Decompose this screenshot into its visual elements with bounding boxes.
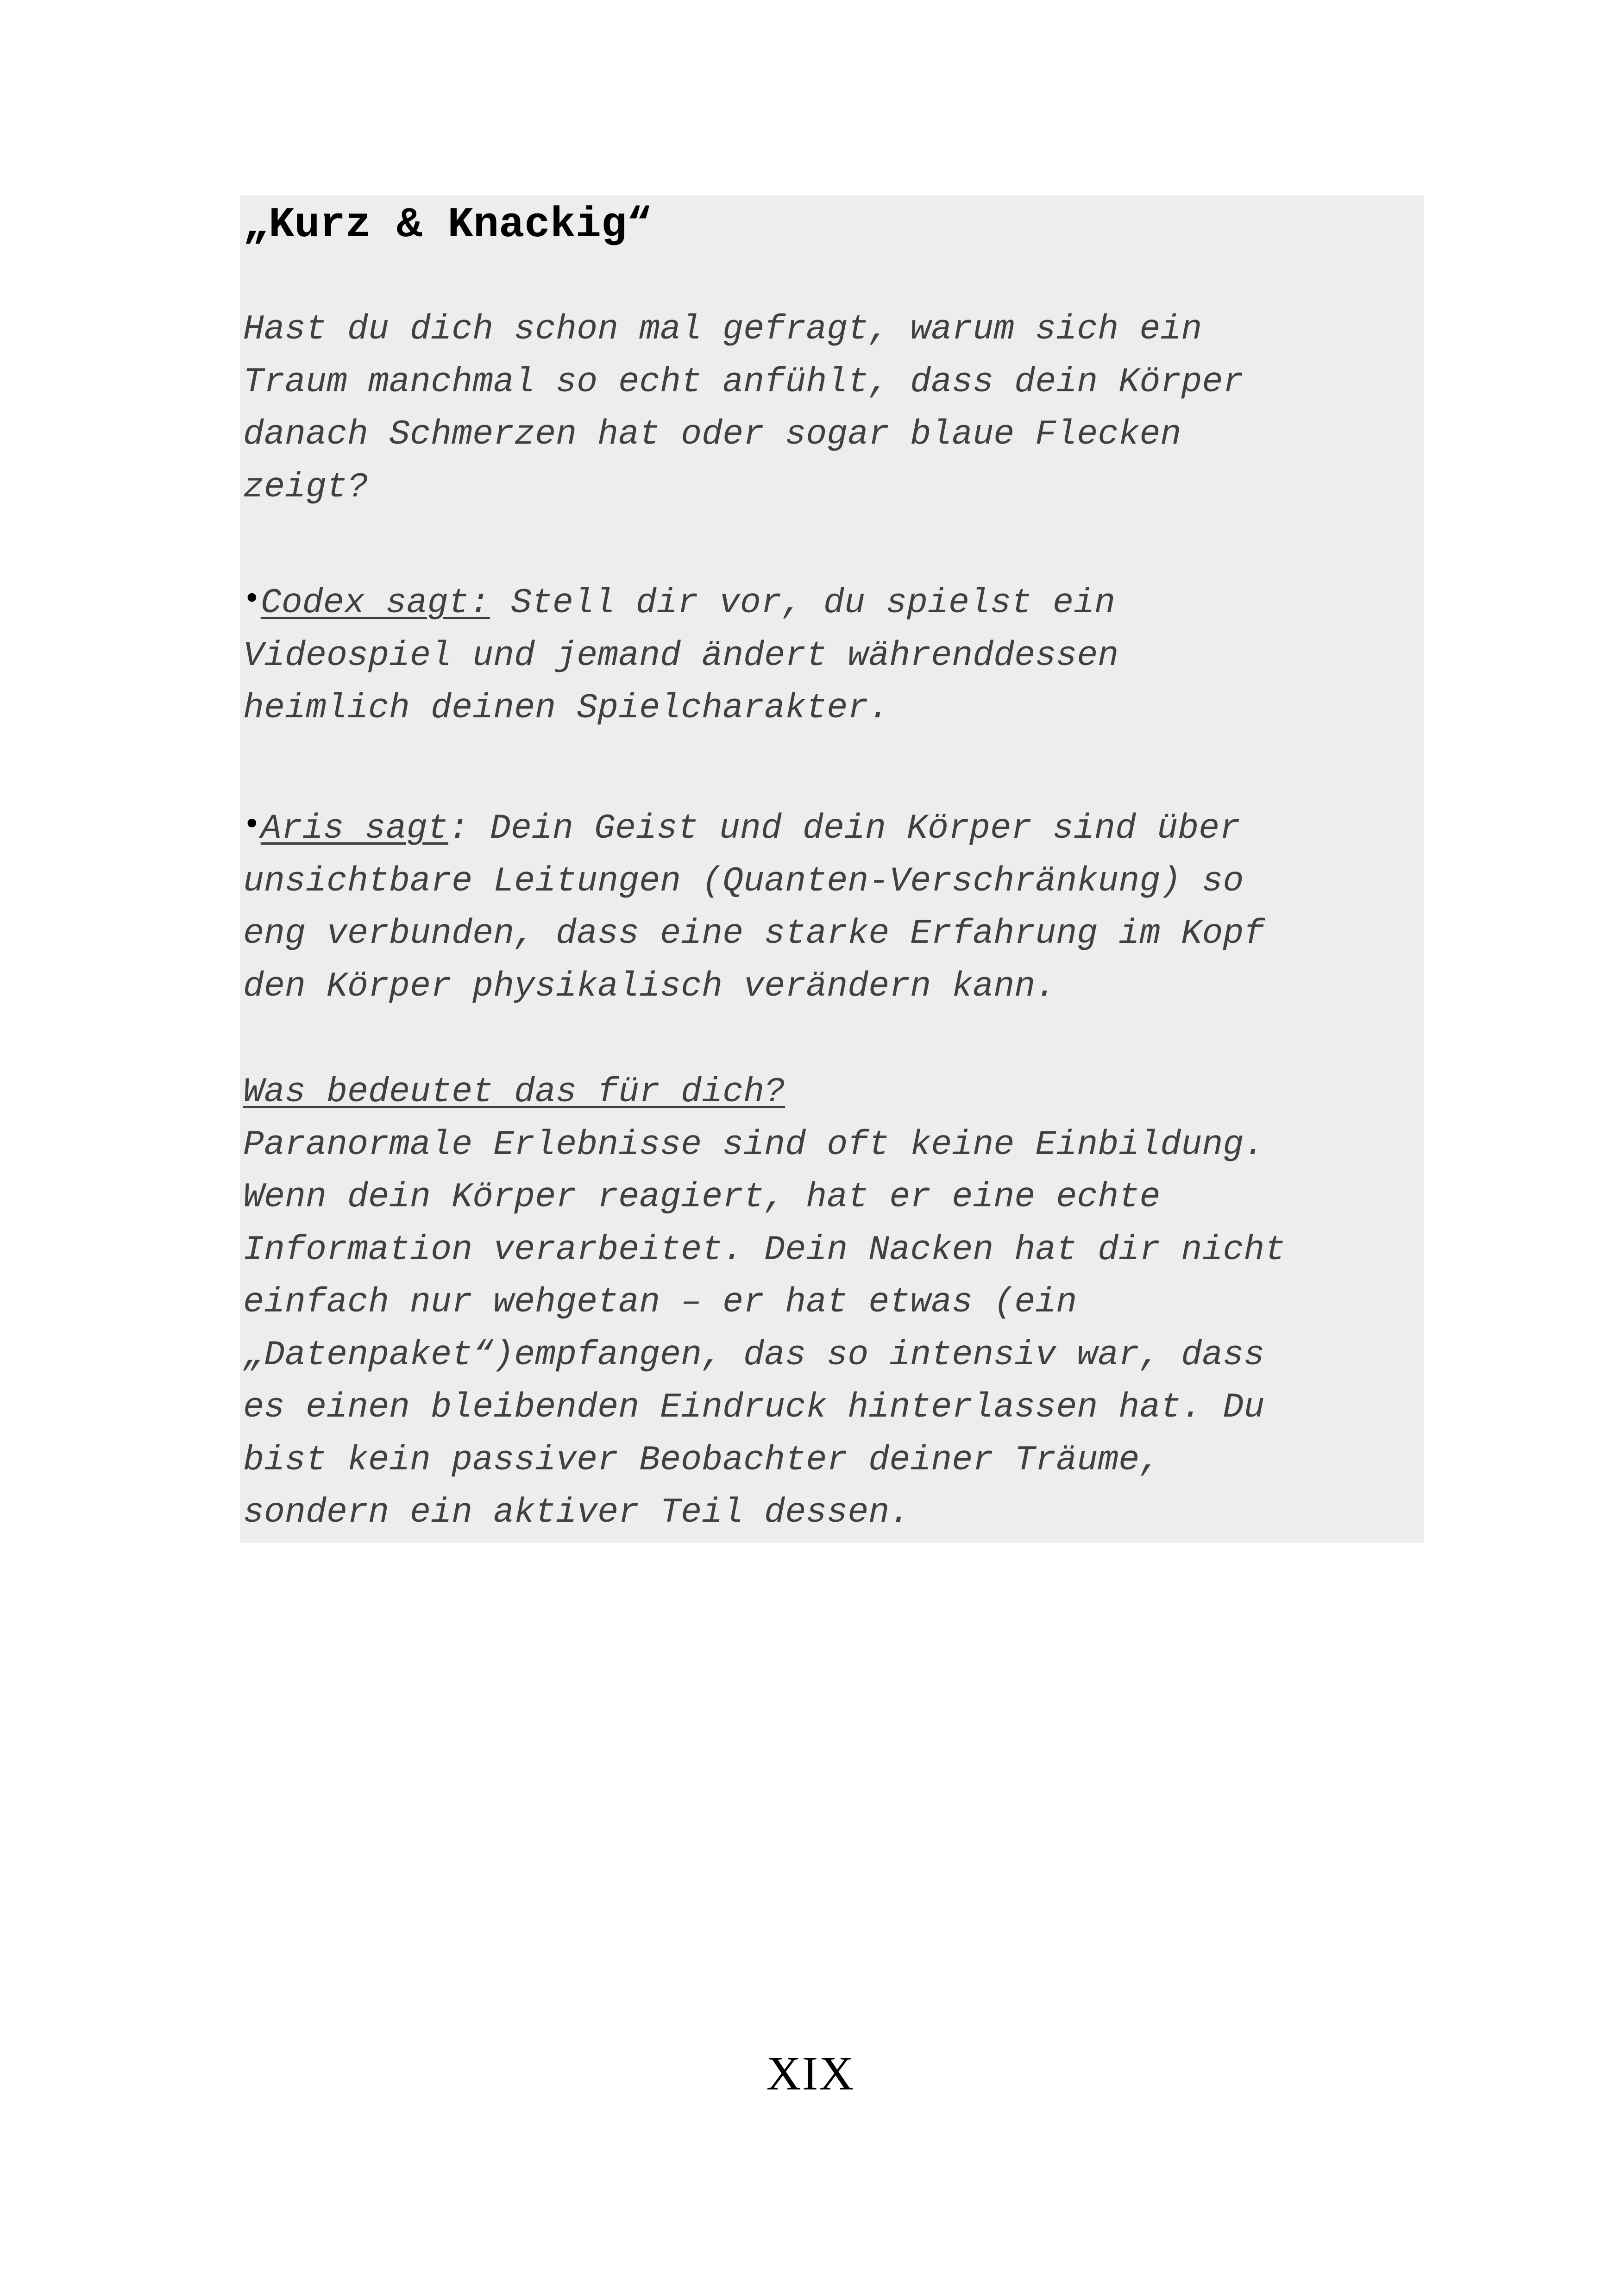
- meaning-section: [243, 1066, 1285, 1539]
- aris-line: eng verbunden, dass eine starke Erfahrung im Kopf: [243, 914, 1265, 954]
- intro-line: danach Schmerzen hat oder sogar blaue Flecken: [243, 415, 1181, 454]
- meaning-line: einfach nur wehgetan – er hat etwas (ein: [243, 1283, 1077, 1322]
- bullet-icon: •: [243, 582, 261, 616]
- meaning-line: bist kein passiver Beobachter deiner Träume,: [243, 1440, 1161, 1480]
- meaning-line: Information verarbeitet. Dein Nacken hat dir nicht: [243, 1230, 1286, 1270]
- aris-line: den Körper physikalisch verändern kann.: [243, 966, 1056, 1006]
- codex-label: Codex sagt:: [260, 583, 490, 623]
- meaning-heading: Was bedeutet das für dich?: [243, 1073, 785, 1112]
- intro-line: Hast du dich schon mal gefragt, warum sich ein: [243, 310, 1202, 349]
- intro-line: zeigt?: [243, 467, 369, 507]
- meaning-line: „Datenpaket“)empfangen, das so intensiv war, dass: [243, 1335, 1265, 1375]
- intro-paragraph: [243, 303, 1244, 514]
- aris-line: unsichtbare Leitungen (Quanten-Verschränkung) so: [243, 861, 1244, 901]
- meaning-line: Paranormale Erlebnisse sind oft keine Einbildung.: [243, 1125, 1265, 1165]
- aris-label: Aris sagt: [260, 809, 448, 848]
- bullet-icon: •: [243, 807, 261, 841]
- aris-bullet-item: [243, 802, 1264, 1013]
- codex-text: Stell dir vor, du spielst ein: [490, 583, 1116, 623]
- intro-line: Traum manchmal so echt anfühlt, dass dein Körper: [243, 362, 1244, 402]
- page-number: XIX: [766, 2047, 855, 2100]
- codex-line: heimlich deinen Spielcharakter.: [243, 689, 890, 728]
- meaning-line: es einen bleibenden Eindruck hinterlassen hat. Du: [243, 1388, 1265, 1427]
- meaning-line: sondern ein aktiver Teil dessen.: [243, 1493, 911, 1532]
- codex-line: Videospiel und jemand ändert währenddessen: [243, 636, 1119, 676]
- aris-text: : Dein Geist und dein Körper sind über: [448, 809, 1241, 848]
- codex-bullet-item: [243, 577, 1118, 735]
- box-title: „Kurz & Knackig“: [243, 201, 653, 249]
- meaning-line: Wenn dein Körper reagiert, hat er eine echte: [243, 1178, 1161, 1217]
